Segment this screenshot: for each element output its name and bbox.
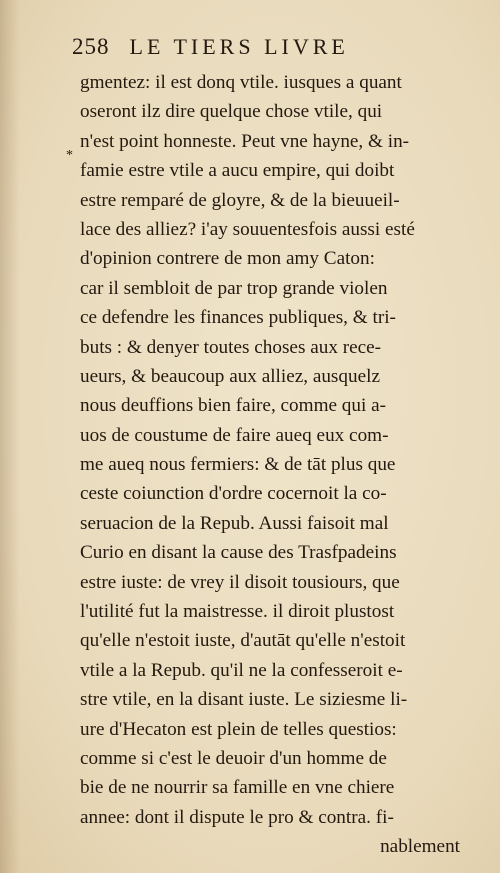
margin-marker: * <box>66 148 73 163</box>
text-line: seruacion de la Repub. Aussi faisoit mal <box>80 512 389 534</box>
running-head: LE TIERS LIVRE <box>129 34 349 59</box>
text-line: nablement <box>380 836 460 858</box>
text-line: d'opinion contrere de mon amy Caton: <box>80 248 375 270</box>
text-line: annee: dont il dispute le pro & contra. fi- <box>80 806 394 828</box>
text-line: ueurs, & beaucoup aux alliez, ausquelz <box>80 365 380 387</box>
text-line: l'utilité fut la maistresse. il diroit plustost <box>80 601 395 623</box>
text-line: ce defendre les finances publiques, & tri- <box>80 307 396 329</box>
text-line: estre remparé de gloyre, & de la bieuueil- <box>80 189 400 211</box>
text-line: car il sembloit de par trop grande violen <box>80 277 388 299</box>
text-line: uos de coustume de faire aueq eux com- <box>80 424 389 446</box>
text-line: gmentez: il est donq vtile. iusques a quant <box>80 72 402 93</box>
text-line: nous deuffions bien faire, comme qui a- <box>80 395 387 417</box>
page-header <box>72 34 402 60</box>
text-line: stre vtile, en la disant iuste. Le siziesme li- <box>80 689 408 711</box>
text-line: n'est point honneste. Peut vne hayne, & in- <box>80 130 410 152</box>
text-line: me aueq nous fermiers: & de tāt plus que <box>80 454 396 476</box>
text-line: oseront ilz dire quelque chose vtile, qui <box>80 101 383 123</box>
text-line: bie de ne nourrir sa famille en vne chiere <box>80 777 395 799</box>
body-text <box>80 68 460 862</box>
text-line: estre iuste: de vrey il disoit tousiours, que <box>80 571 400 593</box>
text-line: buts : & denyer toutes choses aux rece- <box>80 336 382 358</box>
text-line: qu'elle n'estoit iuste, d'autāt qu'elle n'estoit <box>80 630 406 652</box>
text-line: famie estre vtile a aucu empire, qui doibt <box>80 160 395 182</box>
text-line: vtile a la Repub. qu'il ne la confesseroit e- <box>80 659 403 681</box>
text-line: Curio en disant la cause des Trasfpadeins <box>80 542 397 564</box>
text-line: ure d'Hecaton est plein de telles questios: <box>80 718 397 740</box>
page-number: 258 <box>72 34 110 59</box>
text-line: lace des alliez? i'ay souuentesfois aussi esté <box>80 218 415 240</box>
text-line: ceste coiunction d'ordre cocernoit la co- <box>80 483 387 505</box>
text-line: comme si c'est le deuoir d'un homme de <box>80 747 387 769</box>
